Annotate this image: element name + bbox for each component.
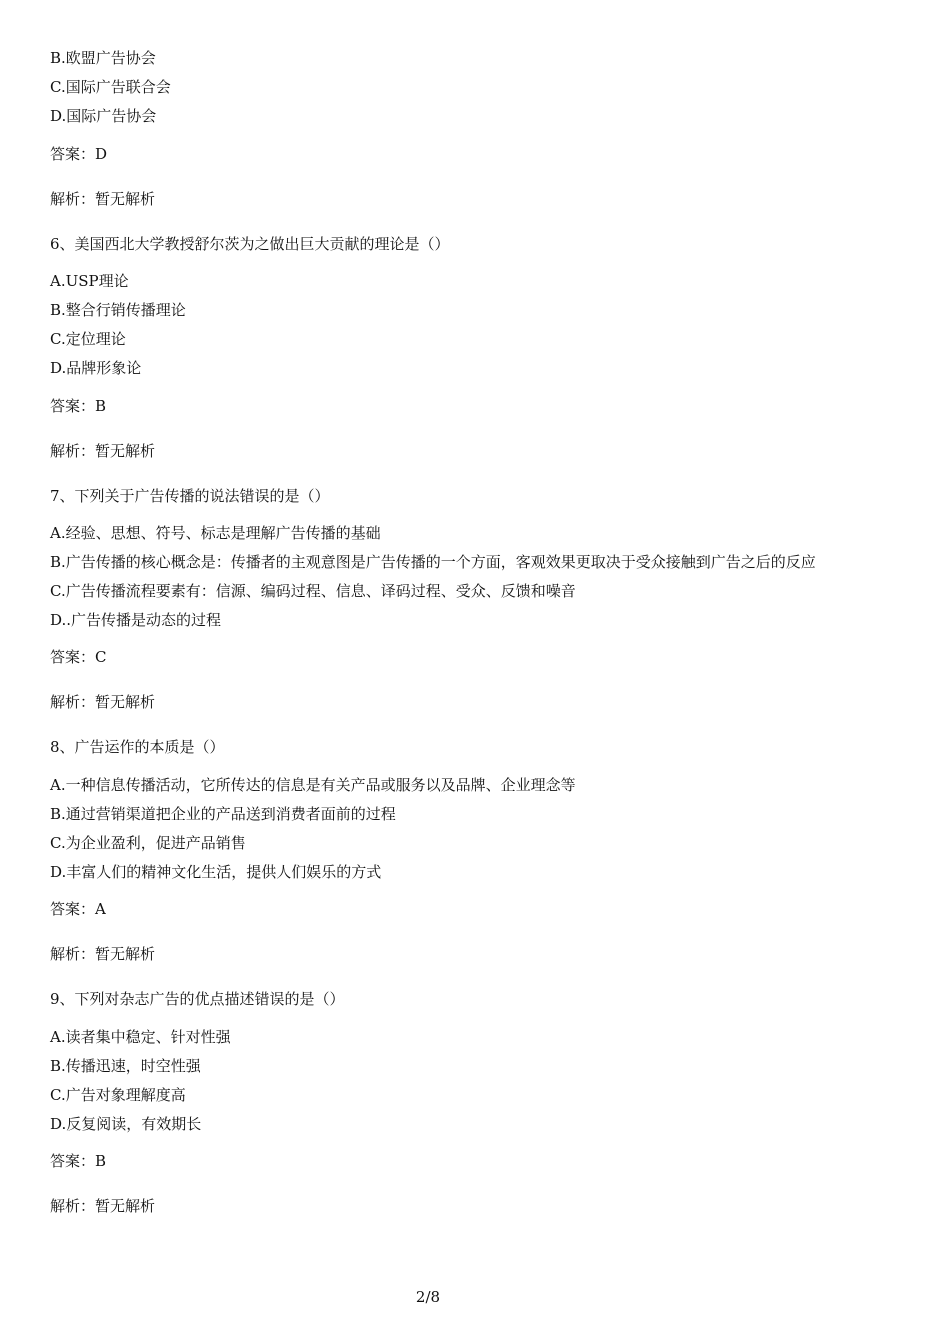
option-b: B.通过营销渠道把企业的产品送到消费者面前的过程 <box>50 805 396 823</box>
question-9-text: 9、下列对杂志广告的优点描述错误的是（） <box>50 990 345 1008</box>
option-c: C.广告传播流程要素有：信源、编码过程、信息、译码过程、受众、反馈和噪音 <box>50 582 576 600</box>
option-b: B.整合行销传播理论 <box>50 301 186 319</box>
option-d: D.反复阅读，有效期长 <box>50 1115 202 1133</box>
option-b: B.广告传播的核心概念是：传播者的主观意图是广告传播的一个方面，客观效果更取决于受众接触到广告之后的反应 <box>50 553 816 571</box>
option-a: A.一种信息传播活动，它所传达的信息是有关产品或服务以及品牌、企业理念等 <box>50 776 576 794</box>
option-c: C.定位理论 <box>50 330 126 348</box>
option-d: D.品牌形象论 <box>50 359 142 377</box>
option-a: A.USP理论 <box>50 272 129 290</box>
question-7-text: 7、下列关于广告传播的说法错误的是（） <box>50 487 330 505</box>
option-d: D.丰富人们的精神文化生活，提供人们娱乐的方式 <box>50 863 382 881</box>
analysis: 解析：暂无解析 <box>50 693 156 711</box>
analysis: 解析：暂无解析 <box>50 1197 156 1215</box>
analysis: 解析：暂无解析 <box>50 945 156 963</box>
option-d: D.国际广告协会 <box>50 107 157 125</box>
option-a: A.读者集中稳定、针对性强 <box>50 1028 231 1046</box>
option-b: B.欧盟广告协会 <box>50 49 156 67</box>
analysis: 解析：暂无解析 <box>50 190 156 208</box>
page-number: 2/8 <box>415 1288 441 1306</box>
option-c: C.广告对象理解度高 <box>50 1086 186 1104</box>
answer: 答案：C <box>50 648 107 666</box>
option-d: D..广告传播是动态的过程 <box>50 611 222 629</box>
analysis: 解析：暂无解析 <box>50 442 156 460</box>
answer: 答案：D <box>50 145 108 163</box>
question-6-text: 6、美国西北大学教授舒尔茨为之做出巨大贡献的理论是（） <box>50 235 450 253</box>
option-c: C.国际广告联合会 <box>50 78 171 96</box>
answer: 答案：B <box>50 397 107 415</box>
answer: 答案：B <box>50 1152 107 1170</box>
question-8-text: 8、广告运作的本质是（） <box>50 738 225 756</box>
answer: 答案：A <box>50 900 106 918</box>
option-a: A.经验、思想、符号、标志是理解广告传播的基础 <box>50 524 381 542</box>
option-b: B.传播迅速，时空性强 <box>50 1057 201 1075</box>
option-c: C.为企业盈利，促进产品销售 <box>50 834 246 852</box>
